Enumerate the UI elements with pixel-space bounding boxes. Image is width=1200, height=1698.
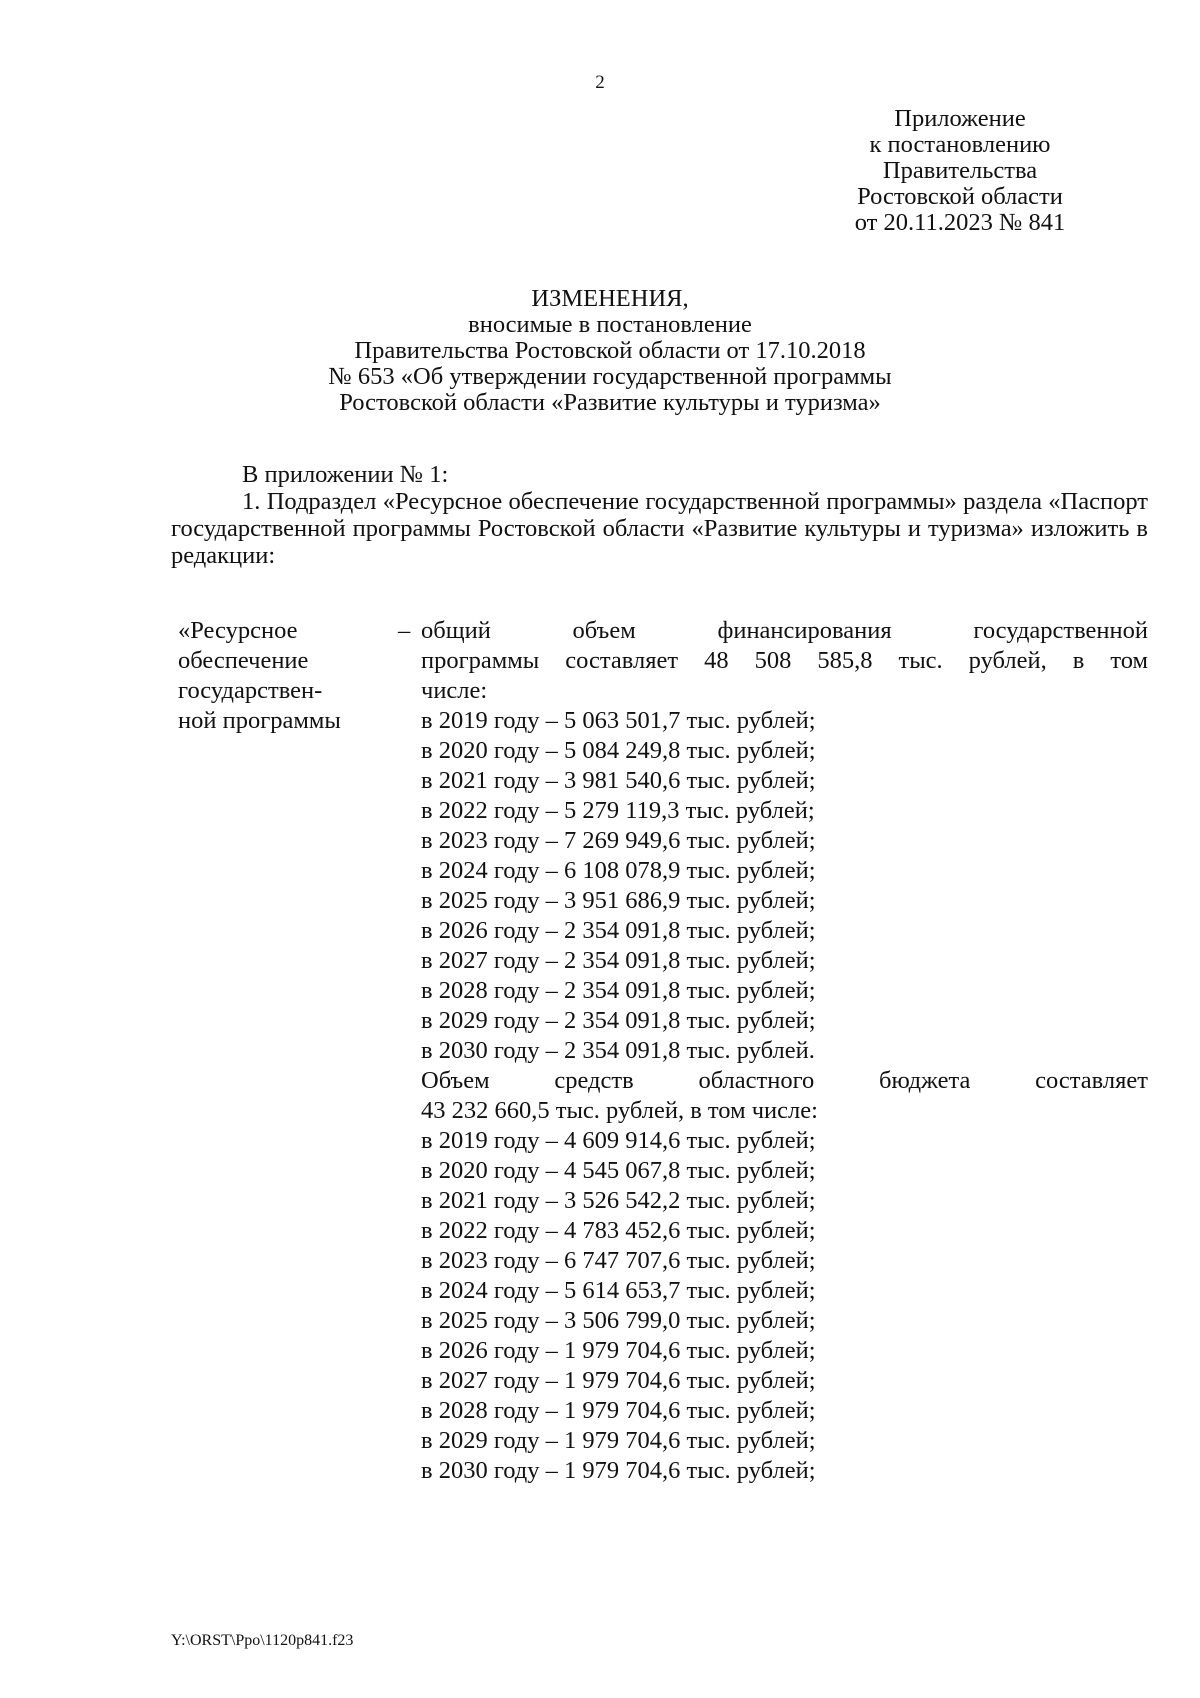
total-line: числе: — [421, 677, 488, 704]
regional-year-line: в 2021 году – 3 526 542,2 тыс. рублей; — [421, 1187, 816, 1214]
regional-year-line: в 2030 году – 1 979 704,6 тыс. рублей; — [421, 1457, 816, 1484]
regional-year-line: в 2024 году – 5 614 653,7 тыс. рублей; — [421, 1277, 816, 1304]
resource-label-line: государствен- — [178, 677, 323, 704]
total-line: общий объем финансирования государственной — [421, 617, 1148, 644]
regional-year-line: в 2022 году – 4 783 452,6 тыс. рублей; — [421, 1217, 816, 1244]
total-year-line: в 2024 году – 6 108 078,9 тыс. рублей; — [421, 857, 816, 884]
appendix-line: Приложение — [894, 105, 1026, 132]
title-line: Ростовской области «Развитие культуры и туризма» — [339, 389, 881, 416]
title-line: вносимые в постановление — [468, 311, 752, 338]
resource-label-line: «Ресурсное — [178, 617, 298, 644]
appendix-line: к постановлению — [869, 131, 1051, 158]
total-line: программы составляет 48 508 585,8 тыс. рублей, в том — [421, 647, 1148, 674]
file-path-footer: Y:\ORST\Ppo\1120p841.f23 — [171, 1632, 354, 1649]
regional-line: Объем средств областного бюджета составляет — [421, 1067, 1148, 1094]
title-line: Правительства Ростовской области от 17.10.2018 — [354, 337, 866, 364]
title-line: № 653 «Об утверждении государственной программы — [328, 363, 892, 390]
appendix-block — [810, 106, 1110, 236]
resource-text — [421, 616, 1148, 1486]
regional-line: 43 232 660,5 тыс. рублей, в том числе: — [421, 1097, 818, 1124]
page-number: 2 — [595, 72, 605, 93]
total-year-line: в 2027 году – 2 354 091,8 тыс. рублей; — [421, 947, 816, 974]
document-title — [225, 286, 995, 416]
regional-year-line: в 2019 году – 4 609 914,6 тыс. рублей; — [421, 1127, 816, 1154]
regional-year-line: в 2020 году – 4 545 067,8 тыс. рублей; — [421, 1157, 816, 1184]
total-year-line: в 2022 году – 5 279 119,3 тыс. рублей; — [421, 797, 815, 824]
regional-year-line: в 2026 году – 1 979 704,6 тыс. рублей; — [421, 1337, 816, 1364]
regional-year-line: в 2027 году – 1 979 704,6 тыс. рублей; — [421, 1367, 816, 1394]
total-year-line: в 2026 году – 2 354 091,8 тыс. рублей; — [421, 917, 816, 944]
body-text — [171, 461, 1148, 569]
appendix-line: от 20.11.2023 № 841 — [854, 209, 1066, 236]
intro-paragraph: В приложении № 1: — [242, 461, 449, 488]
appendix-line: Ростовской области — [857, 183, 1063, 210]
resource-label-line: обеспечение — [178, 647, 309, 674]
regional-year-line: в 2023 году – 6 747 707,6 тыс. рублей; — [421, 1247, 816, 1274]
total-year-line: в 2030 году – 2 354 091,8 тыс. рублей. — [421, 1037, 815, 1064]
total-year-line: в 2019 году – 5 063 501,7 тыс. рублей; — [421, 707, 816, 734]
resource-dash: – — [398, 617, 411, 644]
total-year-line: в 2023 году – 7 269 949,6 тыс. рублей; — [421, 827, 816, 854]
appendix-line: Правительства — [882, 157, 1038, 184]
regional-year-line: в 2029 году – 1 979 704,6 тыс. рублей; — [421, 1427, 816, 1454]
title-heading: ИЗМЕНЕНИЯ, — [531, 285, 689, 312]
item-1-paragraph: 1. Подраздел «Ресурсное обеспечение государственной программы» раздела «Паспорт государственной программы Ростовской области «Развитие культуры и туризма» изложить в редакции: — [171, 488, 1148, 569]
regional-year-line: в 2028 году – 1 979 704,6 тыс. рублей; — [421, 1397, 816, 1424]
total-year-line: в 2029 году – 2 354 091,8 тыс. рублей; — [421, 1007, 816, 1034]
total-year-line: в 2028 году – 2 354 091,8 тыс. рублей; — [421, 977, 816, 1004]
total-year-line: в 2025 году – 3 951 686,9 тыс. рублей; — [421, 887, 816, 914]
resource-label-line: ной программы — [178, 707, 341, 734]
resource-label — [178, 616, 368, 736]
regional-years-list — [421, 1126, 1148, 1486]
total-year-line: в 2021 году – 3 981 540,6 тыс. рублей; — [421, 767, 816, 794]
total-year-line: в 2020 году – 5 084 249,8 тыс. рублей; — [421, 737, 816, 764]
total-years-list — [421, 706, 1148, 1066]
regional-year-line: в 2025 году – 3 506 799,0 тыс. рублей; — [421, 1307, 816, 1334]
